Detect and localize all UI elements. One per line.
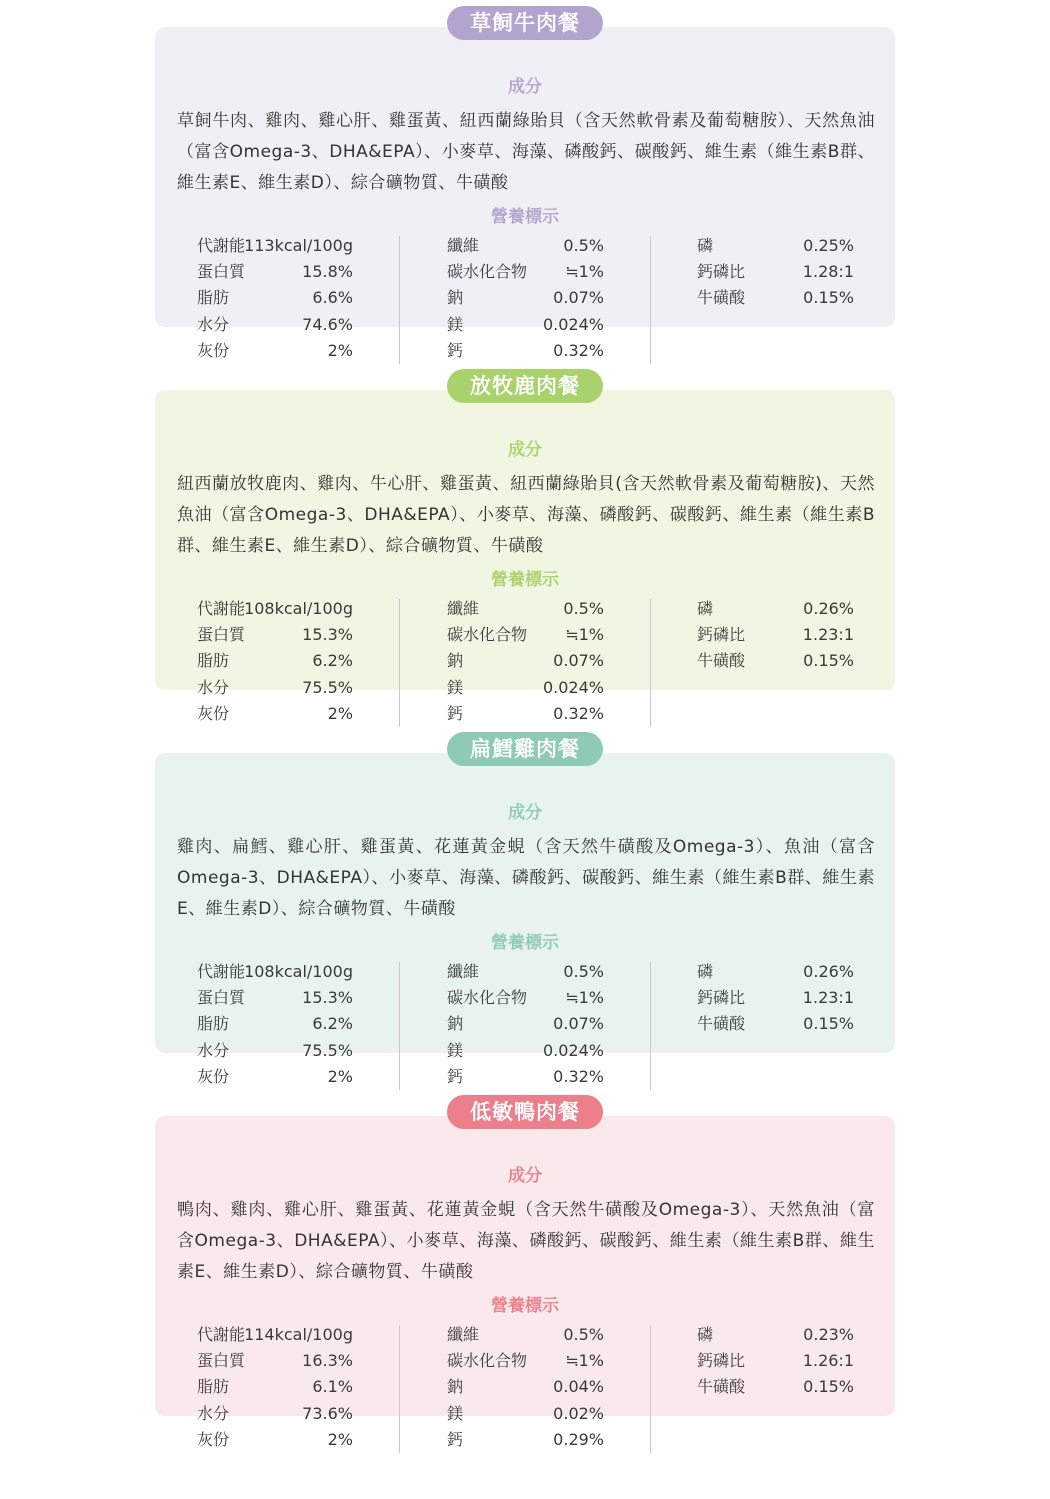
nutrient-label: 牛磺酸 xyxy=(697,1014,746,1034)
nutrient-label: 蛋白質 xyxy=(197,988,246,1008)
nutrient-label: 鈣磷比 xyxy=(697,262,746,282)
nutrient-value: 113kcal/100g xyxy=(244,236,353,255)
nutrient-value: 2% xyxy=(327,340,353,360)
nutrient-value: 15.3% xyxy=(302,988,353,1008)
nutrition-column xyxy=(697,596,854,726)
nutrition-row xyxy=(697,1348,854,1374)
nutrient-label: 磷 xyxy=(697,962,714,981)
nutrient-label: 代謝能 xyxy=(197,599,246,618)
nutrition-row xyxy=(197,1401,353,1427)
nutrient-value: 0.024% xyxy=(542,314,604,334)
nutrient-value: 1.23:1 xyxy=(802,988,854,1008)
column-divider xyxy=(399,1325,400,1453)
nutrient-value: 0.07% xyxy=(553,288,604,308)
nutrient-value: 0.29% xyxy=(553,1429,604,1449)
ingredients-text: 紐西蘭放牧鹿肉、雞肉、牛心肝、雞蛋黃、紐西蘭綠貽貝(含天然軟骨素及葡萄糖胺)、天然魚油（富含Omega-3、DHA&EPA）、小麥草、海藻、磷酸鈣、碳酸鈣、維生素（維生素B群、維生素E、維生素D）、綜合礦物質、牛磺酸 xyxy=(177,474,875,556)
nutrient-label: 磷 xyxy=(697,236,714,255)
nutrition-row xyxy=(447,259,604,285)
nutrition-row xyxy=(197,596,353,622)
nutrient-value: 0.15% xyxy=(803,1377,854,1397)
nutrition-row xyxy=(197,1038,353,1064)
nutrition-column xyxy=(447,233,604,363)
nutrient-label: 鎂 xyxy=(447,1403,464,1423)
nutrition-row xyxy=(447,622,604,648)
recipe-title: 放牧鹿肉餐 xyxy=(447,369,603,403)
nutrition-row xyxy=(697,1011,854,1037)
nutrient-label: 水分 xyxy=(197,1403,230,1423)
nutrient-value: 15.3% xyxy=(302,625,353,645)
nutrition-row xyxy=(447,1374,604,1400)
nutrient-label: 牛磺酸 xyxy=(697,1377,746,1397)
nutrient-label: 鈣 xyxy=(447,1429,464,1449)
nutrient-value: ≒1% xyxy=(565,1351,604,1371)
column-divider xyxy=(650,599,651,727)
recipe-title: 低敏鴨肉餐 xyxy=(447,1095,603,1129)
nutrition-row xyxy=(447,1064,604,1090)
nutrition-row xyxy=(197,1427,353,1453)
nutrient-value: 108kcal/100g xyxy=(244,599,353,618)
nutrient-label: 鈣磷比 xyxy=(697,1351,746,1371)
nutrient-label: 纖維 xyxy=(447,236,480,255)
nutrient-label: 鈣磷比 xyxy=(697,625,746,645)
nutrient-value: 0.32% xyxy=(553,703,604,723)
nutrient-label: 碳水化合物 xyxy=(447,988,528,1008)
nutrient-value: 6.2% xyxy=(312,1014,353,1034)
nutrient-label: 磷 xyxy=(697,1325,714,1344)
nutrient-label: 水分 xyxy=(197,677,230,697)
nutrient-value: 0.26% xyxy=(803,599,854,618)
recipe-card xyxy=(155,1116,895,1449)
column-divider xyxy=(399,599,400,727)
nutrition-row xyxy=(697,622,854,648)
nutrient-label: 灰份 xyxy=(197,1066,230,1086)
nutrient-label: 脂肪 xyxy=(197,288,230,308)
nutrition-column xyxy=(197,1322,353,1452)
nutrient-value: 6.2% xyxy=(312,651,353,671)
nutrient-label: 碳水化合物 xyxy=(447,1351,528,1371)
nutrition-row xyxy=(197,1348,353,1374)
nutrition-row xyxy=(197,1374,353,1400)
nutrition-row xyxy=(197,701,353,727)
nutrient-value: 15.8% xyxy=(302,262,353,282)
nutrition-row xyxy=(447,675,604,701)
nutrient-value: 114kcal/100g xyxy=(244,1325,353,1344)
nutrition-row xyxy=(697,233,854,259)
ingredients-heading: 成分 xyxy=(508,1166,542,1186)
recipe-card xyxy=(155,390,895,723)
nutrient-label: 鈉 xyxy=(447,1377,464,1397)
nutrition-row xyxy=(447,701,604,727)
ingredients-text: 雞肉、扁鱈、雞心肝、雞蛋黃、花蓮黃金蜆（含天然牛磺酸及Omega-3）、魚油（富含Omega-3、DHA&EPA）、小麥草、海藻、磷酸鈣、碳酸鈣、維生素（維生素B群、維生素E、維生素D）、綜合礦物質、牛磺酸 xyxy=(177,837,875,919)
nutrient-value: 0.25% xyxy=(803,236,854,255)
nutrition-column xyxy=(447,959,604,1089)
nutrition-heading: 營養標示 xyxy=(491,1296,559,1316)
nutrient-value: 0.15% xyxy=(803,651,854,671)
nutrition-row xyxy=(197,622,353,648)
nutrition-heading: 營養標示 xyxy=(491,207,559,227)
nutrient-value: 6.1% xyxy=(312,1377,353,1397)
nutrient-value: 0.15% xyxy=(803,1014,854,1034)
nutrition-row xyxy=(447,648,604,674)
nutrient-value: 0.23% xyxy=(803,1325,854,1344)
nutrient-label: 纖維 xyxy=(447,1325,480,1344)
nutrient-value: 0.32% xyxy=(553,1066,604,1086)
nutrition-row xyxy=(197,1064,353,1090)
nutrition-column xyxy=(197,959,353,1089)
nutrition-row xyxy=(697,959,854,985)
nutrient-value: 6.6% xyxy=(312,288,353,308)
nutrition-row xyxy=(447,959,604,985)
nutrition-row xyxy=(447,596,604,622)
nutrient-label: 灰份 xyxy=(197,340,230,360)
nutrient-label: 鎂 xyxy=(447,314,464,334)
nutrient-value: 1.23:1 xyxy=(802,625,854,645)
nutrient-label: 纖維 xyxy=(447,599,480,618)
nutrition-row xyxy=(197,675,353,701)
nutrition-row xyxy=(447,1348,604,1374)
nutrient-label: 牛磺酸 xyxy=(697,288,746,308)
nutrient-value: 74.6% xyxy=(302,314,353,334)
nutrient-label: 蛋白質 xyxy=(197,1351,246,1371)
nutrient-value: 0.5% xyxy=(563,236,604,255)
nutrient-value: ≒1% xyxy=(565,262,604,282)
nutrition-row xyxy=(197,285,353,311)
nutrient-value: 0.07% xyxy=(553,1014,604,1034)
nutrition-row xyxy=(447,312,604,338)
nutrient-label: 鎂 xyxy=(447,1040,464,1060)
nutrition-heading: 營養標示 xyxy=(491,570,559,590)
nutrition-row xyxy=(197,648,353,674)
nutrition-column xyxy=(697,233,854,363)
nutrient-label: 碳水化合物 xyxy=(447,262,528,282)
nutrition-row xyxy=(697,285,854,311)
nutrient-label: 蛋白質 xyxy=(197,625,246,645)
nutrition-row xyxy=(197,312,353,338)
recipe-title: 草飼牛肉餐 xyxy=(447,6,603,40)
nutrient-label: 水分 xyxy=(197,1040,230,1060)
nutrient-value: 2% xyxy=(327,1429,353,1449)
nutrient-label: 蛋白質 xyxy=(197,262,246,282)
nutrient-label: 鎂 xyxy=(447,677,464,697)
nutrition-column xyxy=(447,596,604,726)
nutrient-label: 碳水化合物 xyxy=(447,625,528,645)
nutrient-label: 纖維 xyxy=(447,962,480,981)
ingredients-heading: 成分 xyxy=(508,77,542,97)
nutrient-value: 2% xyxy=(327,703,353,723)
column-divider xyxy=(399,236,400,364)
nutrient-value: 1.28:1 xyxy=(802,262,854,282)
nutrition-row xyxy=(447,1011,604,1037)
nutrition-row xyxy=(447,1322,604,1348)
nutrition-column xyxy=(697,959,854,1089)
nutrition-row xyxy=(197,259,353,285)
nutrient-label: 鈣磷比 xyxy=(697,988,746,1008)
nutrient-label: 牛磺酸 xyxy=(697,651,746,671)
nutrition-row xyxy=(697,648,854,674)
nutrition-row xyxy=(447,985,604,1011)
nutrient-label: 鈣 xyxy=(447,340,464,360)
nutrition-row xyxy=(447,1401,604,1427)
nutrient-value: 73.6% xyxy=(302,1403,353,1423)
column-divider xyxy=(399,962,400,1090)
nutrition-row xyxy=(697,1374,854,1400)
nutrient-value: 0.04% xyxy=(553,1377,604,1397)
nutrient-value: 0.02% xyxy=(553,1403,604,1423)
nutrition-column xyxy=(197,596,353,726)
nutrient-label: 鈉 xyxy=(447,1014,464,1034)
nutrient-label: 脂肪 xyxy=(197,651,230,671)
recipe-card xyxy=(155,27,895,360)
nutrient-value: 75.5% xyxy=(302,1040,353,1060)
nutrition-row xyxy=(447,1427,604,1453)
nutrition-row xyxy=(197,338,353,364)
recipe-section xyxy=(155,726,895,1086)
ingredients-text: 鴨肉、雞肉、雞心肝、雞蛋黃、花蓮黃金蜆（含天然牛磺酸及Omega-3）、天然魚油（富含Omega-3、DHA&EPA）、小麥草、海藻、磷酸鈣、碳酸鈣、維生素（維生素B群、維生素E、維生素D）、綜合礦物質、牛磺酸 xyxy=(177,1200,875,1282)
nutrition-row xyxy=(697,259,854,285)
nutrient-value: ≒1% xyxy=(565,988,604,1008)
nutrient-value: 16.3% xyxy=(302,1351,353,1371)
nutrient-label: 水分 xyxy=(197,314,230,334)
nutrient-value: 0.5% xyxy=(563,1325,604,1344)
nutrient-value: 0.26% xyxy=(803,962,854,981)
nutrient-label: 磷 xyxy=(697,599,714,618)
nutrient-value: 75.5% xyxy=(302,677,353,697)
nutrition-row xyxy=(697,596,854,622)
nutrient-value: 0.07% xyxy=(553,651,604,671)
nutrient-value: 1.26:1 xyxy=(802,1351,854,1371)
column-divider xyxy=(650,236,651,364)
nutrient-value: 0.024% xyxy=(542,677,604,697)
nutrient-value: 2% xyxy=(327,1066,353,1086)
nutrient-value: 0.5% xyxy=(563,599,604,618)
nutrition-row xyxy=(447,285,604,311)
nutrient-label: 代謝能 xyxy=(197,236,246,255)
nutrient-value: 0.5% xyxy=(563,962,604,981)
nutrient-label: 脂肪 xyxy=(197,1377,230,1397)
nutrition-row xyxy=(197,959,353,985)
nutrient-label: 鈣 xyxy=(447,703,464,723)
nutrition-heading: 營養標示 xyxy=(491,933,559,953)
nutrient-label: 脂肪 xyxy=(197,1014,230,1034)
nutrient-label: 灰份 xyxy=(197,1429,230,1449)
nutrition-column xyxy=(697,1322,854,1452)
recipe-title: 扁鱈雞肉餐 xyxy=(447,732,603,766)
nutrition-row xyxy=(447,1038,604,1064)
ingredients-heading: 成分 xyxy=(508,803,542,823)
nutrition-row xyxy=(197,985,353,1011)
nutrient-value: 0.32% xyxy=(553,340,604,360)
column-divider xyxy=(650,962,651,1090)
nutrition-column xyxy=(447,1322,604,1452)
nutrient-label: 代謝能 xyxy=(197,1325,246,1344)
nutrient-label: 代謝能 xyxy=(197,962,246,981)
nutrition-row xyxy=(197,233,353,259)
nutrition-row xyxy=(697,1322,854,1348)
nutrient-label: 鈉 xyxy=(447,651,464,671)
nutrient-value: 0.15% xyxy=(803,288,854,308)
column-divider xyxy=(650,1325,651,1453)
nutrition-row xyxy=(197,1011,353,1037)
ingredients-heading: 成分 xyxy=(508,440,542,460)
nutrient-value: 0.024% xyxy=(542,1040,604,1060)
nutrition-row xyxy=(447,233,604,259)
nutrition-row xyxy=(447,338,604,364)
recipe-card xyxy=(155,753,895,1086)
nutrient-value: ≒1% xyxy=(565,625,604,645)
ingredients-text: 草飼牛肉、雞肉、雞心肝、雞蛋黃、紐西蘭綠貽貝（含天然軟骨素及葡萄糖胺）、天然魚油（富含Omega-3、DHA&EPA）、小麥草、海藻、磷酸鈣、碳酸鈣、維生素（維生素B群、維生素E、維生素D）、綜合礦物質、牛磺酸 xyxy=(177,111,875,193)
nutrition-row xyxy=(197,1322,353,1348)
recipe-section xyxy=(155,0,895,360)
nutrient-label: 鈉 xyxy=(447,288,464,308)
recipe-section xyxy=(155,1089,895,1449)
nutrient-label: 鈣 xyxy=(447,1066,464,1086)
nutrient-value: 108kcal/100g xyxy=(244,962,353,981)
recipe-section xyxy=(155,363,895,723)
nutrition-row xyxy=(697,985,854,1011)
nutrient-label: 灰份 xyxy=(197,703,230,723)
nutrition-column xyxy=(197,233,353,363)
